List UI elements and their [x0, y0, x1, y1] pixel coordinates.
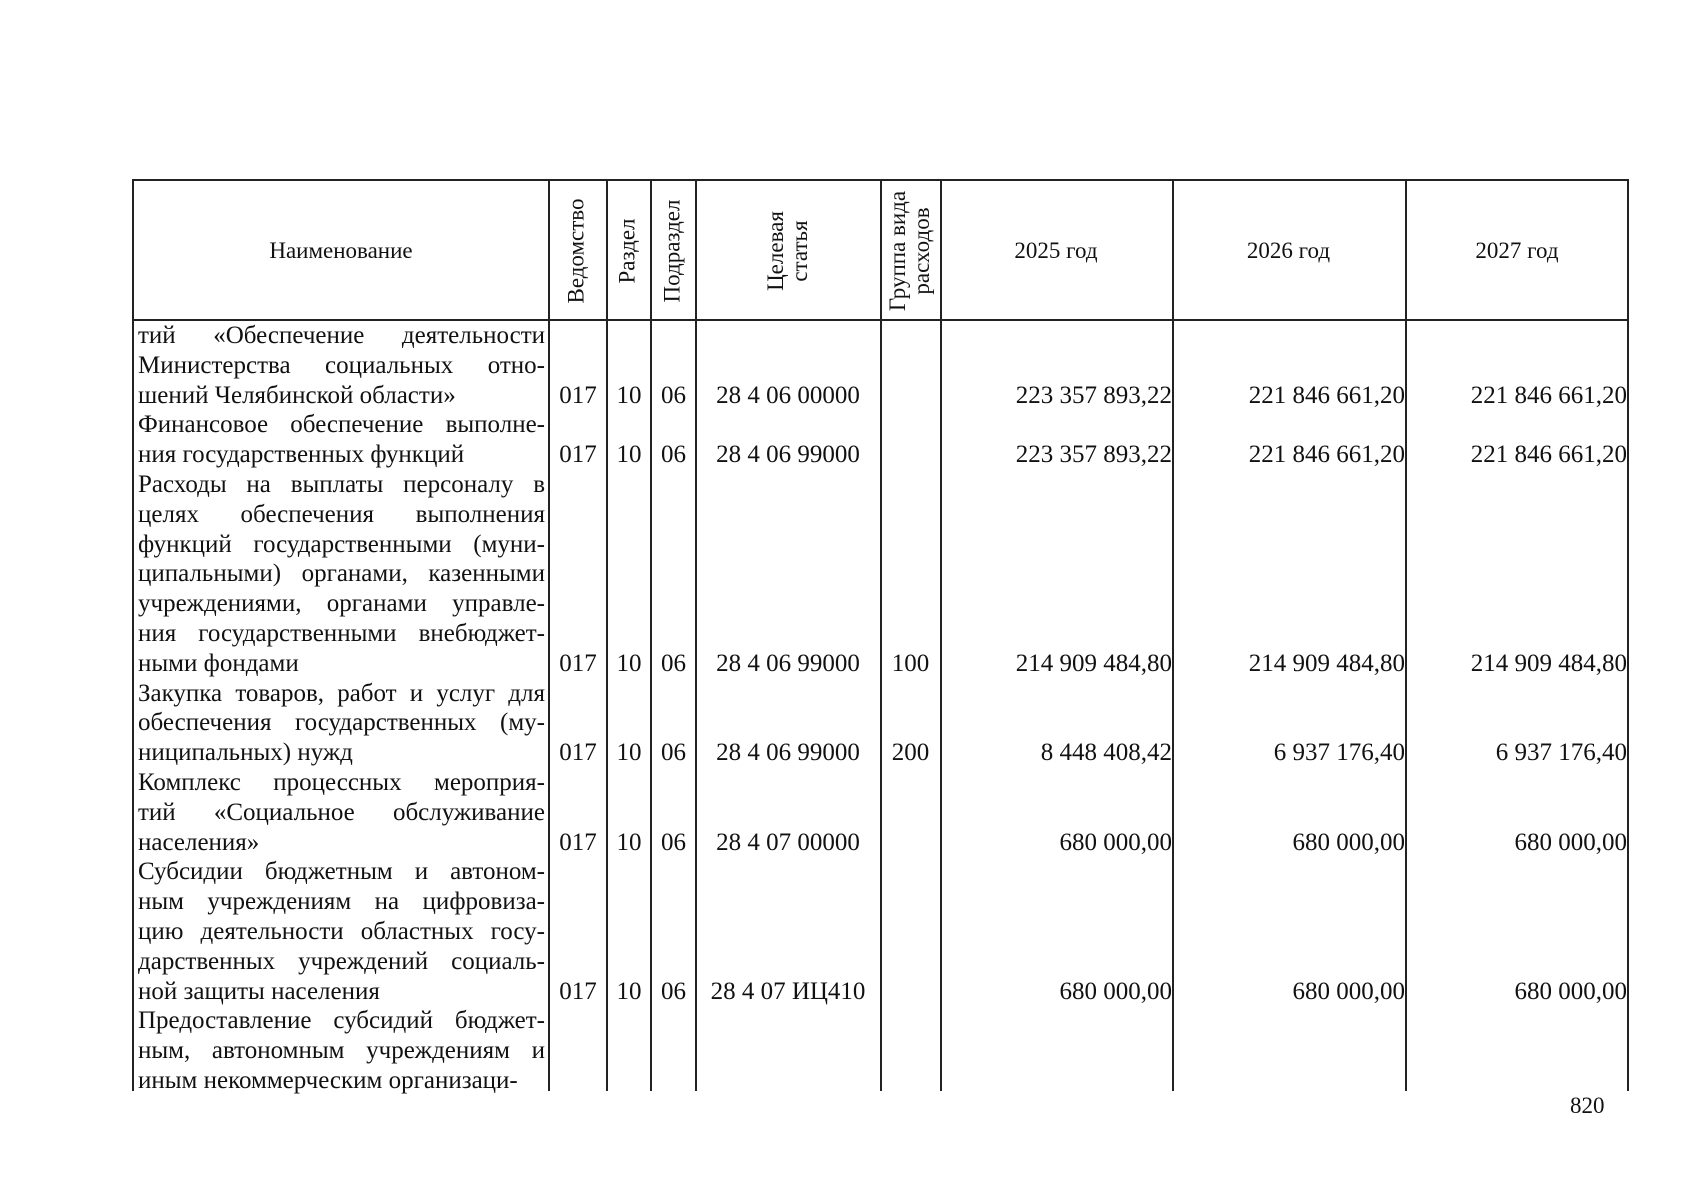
cell-2027: 6 937 176,40: [1495, 739, 1627, 767]
cell-podrazdel: 06: [661, 828, 686, 856]
row-name-line: тий «Обеспечение деятельности: [138, 322, 545, 349]
cell-tselevaya-statya: 28 4 07 ИЦ410: [710, 977, 866, 1005]
row-name-line: Предоставление субсидий бюджет-: [138, 1007, 545, 1035]
row-name-line: обеспечения государственных (му-: [138, 709, 545, 737]
row-name-line: дарственных учреждений социаль-: [138, 947, 545, 975]
cell-podrazdel: 06: [661, 441, 686, 469]
cell-2025: 680 000,00: [1059, 977, 1172, 1005]
header-podrazdel: Подраздел: [659, 199, 685, 303]
cell-2026: 221 846 661,20: [1248, 381, 1405, 409]
cell-tselevaya-statya: 28 4 07 00000: [716, 828, 860, 856]
cell-razdel: 10: [616, 739, 642, 767]
cell-razdel: 10: [616, 828, 642, 856]
header-2025: 2025 год: [1014, 238, 1098, 263]
row-name-line: функций государственными (муни-: [138, 530, 545, 558]
cell-tselevaya-statya: 28 4 06 99000: [716, 441, 860, 469]
row-name-line: ниципальных) нужд: [138, 739, 353, 767]
row-name-line: цию деятельности областных госу-: [138, 917, 545, 945]
cell-tselevaya-statya: 28 4 06 99000: [716, 739, 860, 767]
cell-2026: 214 909 484,80: [1248, 649, 1405, 677]
cell-2026: 680 000,00: [1292, 977, 1405, 1005]
row-name-line: Закупка товаров, работ и услуг для: [138, 679, 545, 707]
cell-vedomstvo: 017: [559, 828, 597, 856]
cell-2026: 680 000,00: [1292, 828, 1405, 856]
row-name-line: целях обеспечения выполнения: [138, 500, 545, 528]
cell-podrazdel: 06: [661, 649, 686, 677]
table-row: [134, 768, 1627, 857]
cell-2025: 680 000,00: [1059, 828, 1172, 856]
row-name-line: ципальными) органами, казенными: [138, 560, 545, 588]
row-name-line: ния государственными внебюджет-: [138, 619, 545, 647]
row-name-line: иным некоммерческим организаци-: [138, 1066, 518, 1094]
header-2027: 2027 год: [1475, 238, 1559, 263]
header-2026: 2026 год: [1246, 238, 1331, 263]
budget-table: [132, 179, 1629, 1094]
cell-tselevaya-statya: 28 4 06 00000: [716, 381, 860, 409]
row-name-line: ния государственных функций: [138, 441, 465, 469]
cell-razdel: 10: [616, 381, 642, 409]
cell-2025: 214 909 484,80: [1015, 649, 1172, 677]
row-name-line: Комплекс процессных мероприя-: [138, 768, 545, 796]
header-name: Наименование: [269, 238, 413, 263]
table-body: [134, 321, 1627, 1096]
cell-tselevaya-statya: 28 4 06 99000: [716, 649, 860, 677]
row-name: [138, 470, 545, 679]
row-name: [138, 857, 545, 1006]
row-name: [138, 679, 545, 768]
page-number: 820: [1570, 1093, 1605, 1118]
row-name-line: населения»: [138, 828, 260, 856]
cell-podrazdel: 06: [661, 739, 686, 767]
cell-vedomstvo: 017: [559, 381, 597, 409]
cell-2026: 6 937 176,40: [1273, 739, 1405, 767]
cell-2025: 223 357 893,22: [1015, 441, 1172, 469]
row-name-line: Министерства социальных отно-: [138, 351, 545, 379]
cell-gruppa: 100: [891, 649, 930, 677]
table-row: [134, 857, 1627, 1006]
row-name-line: Финансовое обеспечение выполне-: [138, 411, 545, 439]
row-name-line: ными фондами: [138, 649, 299, 677]
cell-podrazdel: 06: [661, 381, 686, 409]
cell-vedomstvo: 017: [559, 441, 597, 469]
cell-2027: 680 000,00: [1514, 977, 1627, 1005]
cell-razdel: 10: [616, 441, 642, 469]
cell-2027: 221 846 661,20: [1470, 381, 1627, 409]
cell-2027: 214 909 484,80: [1470, 649, 1627, 677]
header-razdel: Раздел: [615, 218, 640, 284]
cell-2027: 221 846 661,20: [1470, 441, 1627, 469]
table-row: [134, 1006, 1627, 1095]
row-name-line: тий «Социальное обслуживание: [138, 798, 545, 826]
cell-2026: 221 846 661,20: [1248, 441, 1405, 469]
cell-vedomstvo: 017: [559, 649, 597, 677]
header-vedomstvo: Ведомство: [564, 198, 589, 304]
row-name: [138, 410, 545, 470]
cell-vedomstvo: 017: [559, 739, 597, 767]
cell-gruppa: 200: [891, 739, 930, 767]
row-name-line: Субсидии бюджетным и автоном-: [138, 858, 545, 886]
row-name-line: ным, автономным учреждениям и: [138, 1037, 545, 1065]
cell-2025: 223 357 893,22: [1015, 381, 1172, 409]
cell-2027: 680 000,00: [1514, 828, 1627, 856]
row-name-line: учреждениями, органами управле-: [138, 590, 545, 618]
cell-razdel: 10: [616, 649, 642, 677]
header-gruppa-vida-rashodov: Группа вида расходов: [885, 190, 935, 312]
cell-vedomstvo: 017: [559, 977, 597, 1005]
row-name: [138, 321, 545, 410]
row-name: [138, 768, 545, 857]
cell-razdel: 10: [616, 977, 642, 1005]
cell-podrazdel: 06: [661, 977, 686, 1005]
row-name-line: ной защиты населения: [138, 977, 380, 1005]
header-tselevaya-statya: Целевая статья: [762, 211, 812, 291]
row-name: [138, 1006, 545, 1095]
table-row: [134, 679, 1627, 768]
row-name-line: ным учреждениям на цифровиза-: [138, 888, 545, 916]
row-name-line: Расходы на выплаты персоналу в: [138, 470, 545, 498]
row-name-line: шений Челябинской области»: [138, 381, 456, 409]
cell-2025: 8 448 408,42: [1040, 739, 1172, 767]
table-row: [134, 470, 1627, 679]
table-row: [134, 321, 1627, 410]
table-row: [134, 410, 1627, 470]
